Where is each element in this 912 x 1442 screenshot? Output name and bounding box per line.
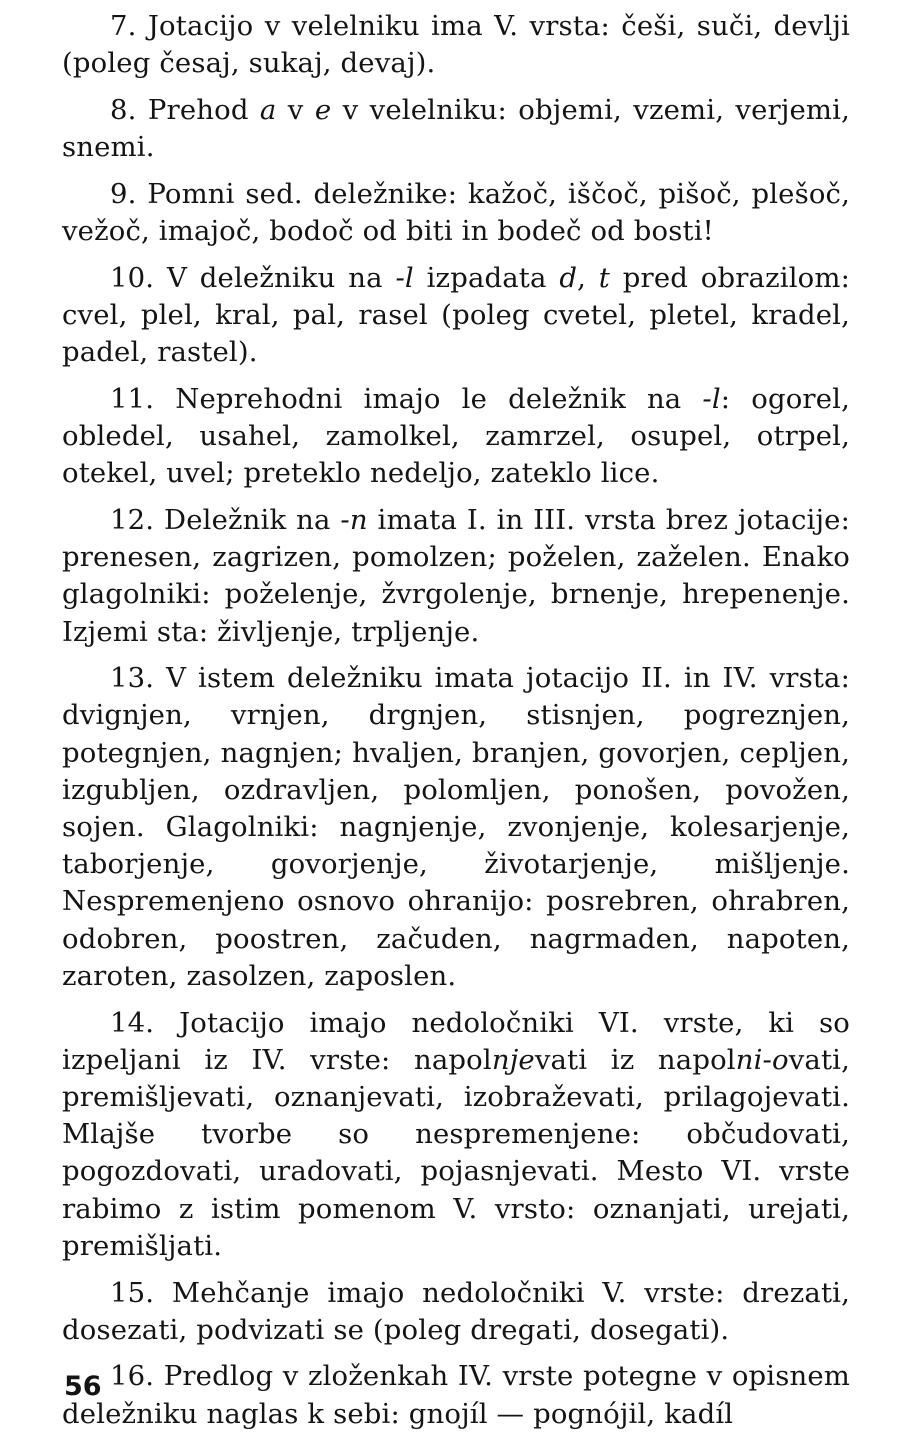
text-segment: v velelniku: objemi, vzemi, verjemi, snemi. [62, 93, 850, 164]
text-segment: v [276, 93, 315, 126]
text-segment: 10. V deležniku na [110, 261, 396, 294]
paragraph-14 [62, 1005, 850, 1265]
italic-morpheme: nje [491, 1043, 535, 1076]
paragraph-11 [62, 381, 850, 493]
italic-suffix: -l [702, 382, 721, 415]
paragraph-13 [62, 660, 850, 995]
page-text [62, 8, 850, 1442]
italic-letter: a [259, 93, 277, 126]
paragraph-9 [62, 176, 850, 250]
italic-letter: d [559, 261, 578, 294]
text-segment: 13. V istem deležniku imata jotacijo II. in IV. vrsta: dvignjen, vrnjen, drgnjen, stisnjen, pogreznjen, potegnjen, nagnjen; hvaljen, branjen, govorjen, cepljen, izgubljen, ozdravljen, polomljen, ponošen, povožen, sojen. Glagolniki: nagnjenje, zvonjenje, kolesarjenje, taborjenje, govorjenje, životarjenje, mišljenje. Nespremenjeno osnovo ohranijo: posrebren, ohrabren, odobren, poostren, začuden, nagrmaden, napoten, zaroten, zasolzen, zaposlen. [62, 662, 850, 992]
text-segment: , [577, 261, 599, 294]
paragraph-7 [62, 8, 850, 82]
text-segment: imata I. in III. vrsta brez jotacije: prenesen, zagrizen, pomolzen; poželen, zaželen. Enako glagolniki: poželenje, žvrgolenje, brnenje, hrepenenje. Izjemi sta: življenje, trpljenje. [62, 503, 850, 648]
text-segment: 12. Deležnik na [110, 503, 341, 536]
text-segment: 14. Jotacijo imajo nedoločniki VI. vrste, ki so izpeljani iz IV. vrste: napol [62, 1006, 850, 1076]
text-segment: : ogorel, obledel, usahel, zamolkel, zamrzel, osupel, otrpel, otekel, uvel; preteklo nedeljo, zateklo lice. [62, 382, 850, 490]
text-segment: 15. Mehčanje imajo nedoločniki V. vrste: drezati, dosezati, podvizati se (poleg dregati, dosegati). [62, 1276, 850, 1346]
text-segment: 7. Jotacijo v velelniku ima V. vrsta: češi, suči, devlji (poleg česaj, sukaj, devaj). [62, 10, 850, 80]
page-number: 56 [64, 1371, 102, 1402]
italic-suffix: -n [340, 503, 368, 536]
italic-morpheme: ni-o [735, 1043, 789, 1076]
text-segment: 11. Neprehodni imajo le deležnik na [110, 382, 703, 415]
text-segment: 8. Prehod [110, 93, 260, 126]
italic-suffix: -l [395, 261, 414, 294]
text-segment: 16. Predlog v zloženkah IV. vrste potegne v opisnem deležniku naglas k sebi: gnojíl — pognójil, kadíl [62, 1360, 850, 1430]
italic-letter: t [598, 261, 610, 294]
text-segment: 9. Pomni sed. deležnike: kažoč, iščoč, pišoč, plešoč, vežoč, imajoč, bodoč od biti in bodeč od bosti! [62, 177, 850, 248]
paragraph-12 [62, 502, 850, 651]
italic-letter: e [314, 93, 332, 126]
paragraph-15 [62, 1275, 850, 1349]
paragraph-10 [62, 260, 850, 372]
text-segment: vati, premišljevati, oznanjevati, izobraževati, prilagojevati. Mlajše tvorbe so nespremenjene: občudovati, pogozdovati, uradovati, pojasnjevati. Mesto VI. vrste rabimo z istim pomenom V. vrsto: oznanjati, urejati, premišljati. [62, 1043, 850, 1262]
text-segment: pred obrazilom: cvel, plel, kral, pal, rasel (poleg cvetel, pletel, kradel, padel, rastel). [62, 261, 850, 369]
paragraph-8 [62, 92, 850, 166]
text-segment: vati iz napol [534, 1043, 736, 1076]
paragraph-16 [62, 1358, 850, 1432]
text-segment: izpadata [413, 261, 560, 294]
